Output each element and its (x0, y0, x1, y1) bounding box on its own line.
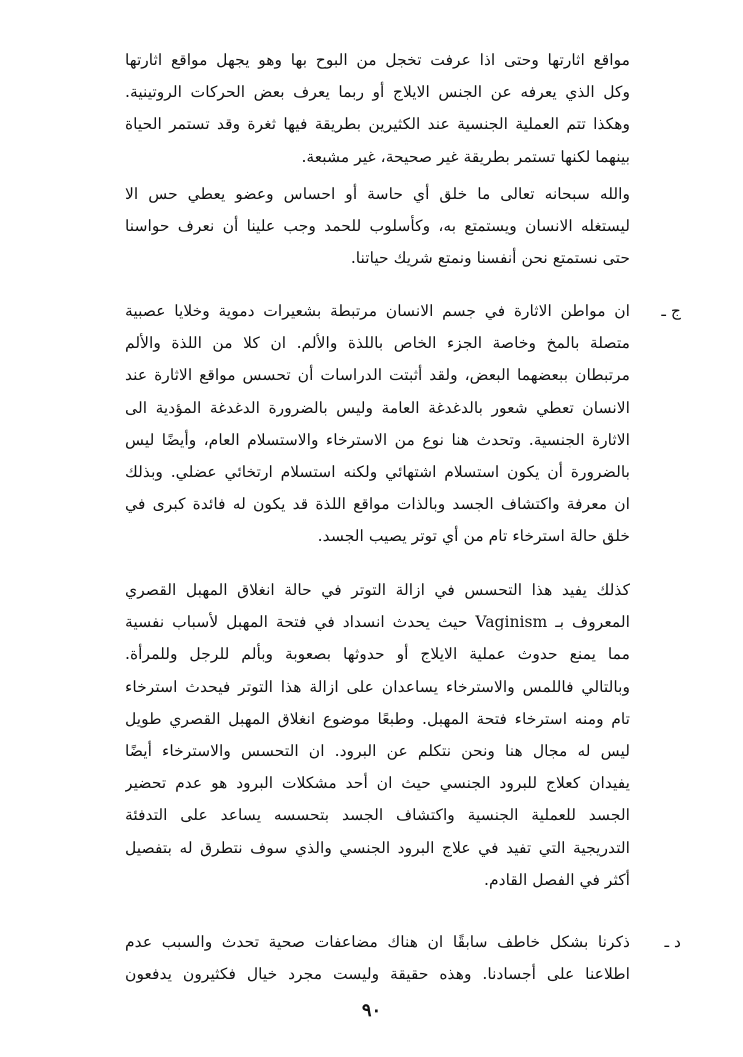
text-line: وهكذا تتم العملية الجنسية عند الكثيرين بطريقة فيها ثغرة وقد تستمر الحياة (125, 115, 630, 134)
text-line: مواقع اثارتها وحتى اذا عرفت تخجل من البوح بها وهو يجهل مواقع اثارتها (125, 51, 630, 69)
list-marker-dal: د ـ (664, 933, 681, 951)
paragraph-2 (125, 178, 630, 275)
paragraph-4 (125, 574, 630, 896)
text-line: أكثر في الفصل القادم. (484, 870, 630, 889)
text-line: مرتبطان ببعضهما البعض، ولقد أثبتت الدراسات أن تحسس مواقع الاثارة عند (125, 366, 630, 385)
text-line: بالضرورة أن يكون استسلام اشتهائي ولكنه استسلام ارتخائي عضلي. وبذلك (125, 463, 630, 482)
text-line: الانسان تعطي شعور بالدغدغة العامة وليس بالضرورة الدغدغة المؤدية الى (125, 398, 630, 417)
text-line: تام ومنه استرخاء فتحة المهبل. وطبعًا موضوع انغلاق المهبل القصري طويل (125, 709, 630, 728)
text-line: متصلة بالمخ وخاصة الجزء الخاص باللذة والألم. ان كلا من اللذة والألم (125, 334, 630, 353)
paragraph-3 (125, 295, 630, 553)
text-line: الجسد للعملية الجنسية واكتشاف الجسد بتحسسه يساعد على التدفئة (125, 806, 630, 825)
paragraph-5 (125, 926, 630, 990)
text-line: ليس له مجال هنا ونحن نتكلم عن البرود. ان التحسس والاسترخاء أيضًا (125, 742, 630, 761)
list-marker-jeem: ج ـ (661, 302, 681, 320)
text-line: ان مواطن الاثارة في جسم الانسان مرتبطة بشعيرات دموية وخلايا عصبية (125, 302, 630, 320)
text-line: بينهما لكنها تستمر بطريقة غير صحيحة، غير مشبعة. (301, 147, 630, 166)
page-number: ٩٠ (361, 1000, 382, 1021)
text-line: خلق حالة استرخاء تام من أي توتر يصيب الجسد. (317, 527, 630, 546)
text-line: مما يمنع حدوث عملية الايلاج أو حدوثها بصعوبة وبألم للرجل وللمرأة. (125, 645, 630, 664)
text-line: المعروف بـ Vaginism حيث يحدث انسداد في فتحة المهبل لأسباب نفسية (125, 613, 630, 632)
text-line: والله سبحانه تعالى ما خلق أي حاسة أو احساس وعضو يعطي حس الا (125, 185, 630, 203)
text-line: ليستغله الانسان ويستمتع به، وكأسلوب للحمد وجب علينا أن نعرف حواسنا (125, 217, 630, 236)
text-line: اطلاعنا على أجسادنا. وهذه حقيقة وليست مجرد خيال فكثيرون يدفعون (125, 965, 630, 984)
text-line: ان معرفة واكتشاف الجسد وبالذات مواقع اللذة قد يكون له فائدة كبرى في (125, 495, 630, 514)
text-line: الاثارة الجنسية. وتحدث هنا نوع من الاسترخاء والاستسلام العام، وأيضًا ليس (125, 430, 630, 449)
text-line: حتى نستمتع نحن أنفسنا ونمتع شريك حياتنا. (350, 249, 630, 268)
text-line: التدريجية التي تفيد في علاج البرود الجنسي والذي سوف نتطرق له بتفصيل (125, 838, 630, 857)
paragraph-1 (125, 44, 630, 173)
text-line: يفيدان كعلاج للبرود الجنسي حيث ان أحد مشكلات البرود هو عدم تحضير (125, 774, 630, 793)
text-line: وبالتالي فاللمس والاسترخاء يساعدان على ازالة هذا التوتر فيحدث استرخاء (125, 677, 630, 696)
text-line: ذكرنا بشكل خاطف سابقًا ان هناك مضاعفات صحية تحدث والسبب عدم (125, 933, 630, 951)
text-line: وكل الذي يعرفه عن الجنس الايلاج أو ربما يعرف بعض الحركات الروتينية. (125, 83, 630, 102)
text-line: كذلك يفيد هذا التحسس في ازالة التوتر في حالة انغلاق المهبل القصري (125, 581, 630, 599)
